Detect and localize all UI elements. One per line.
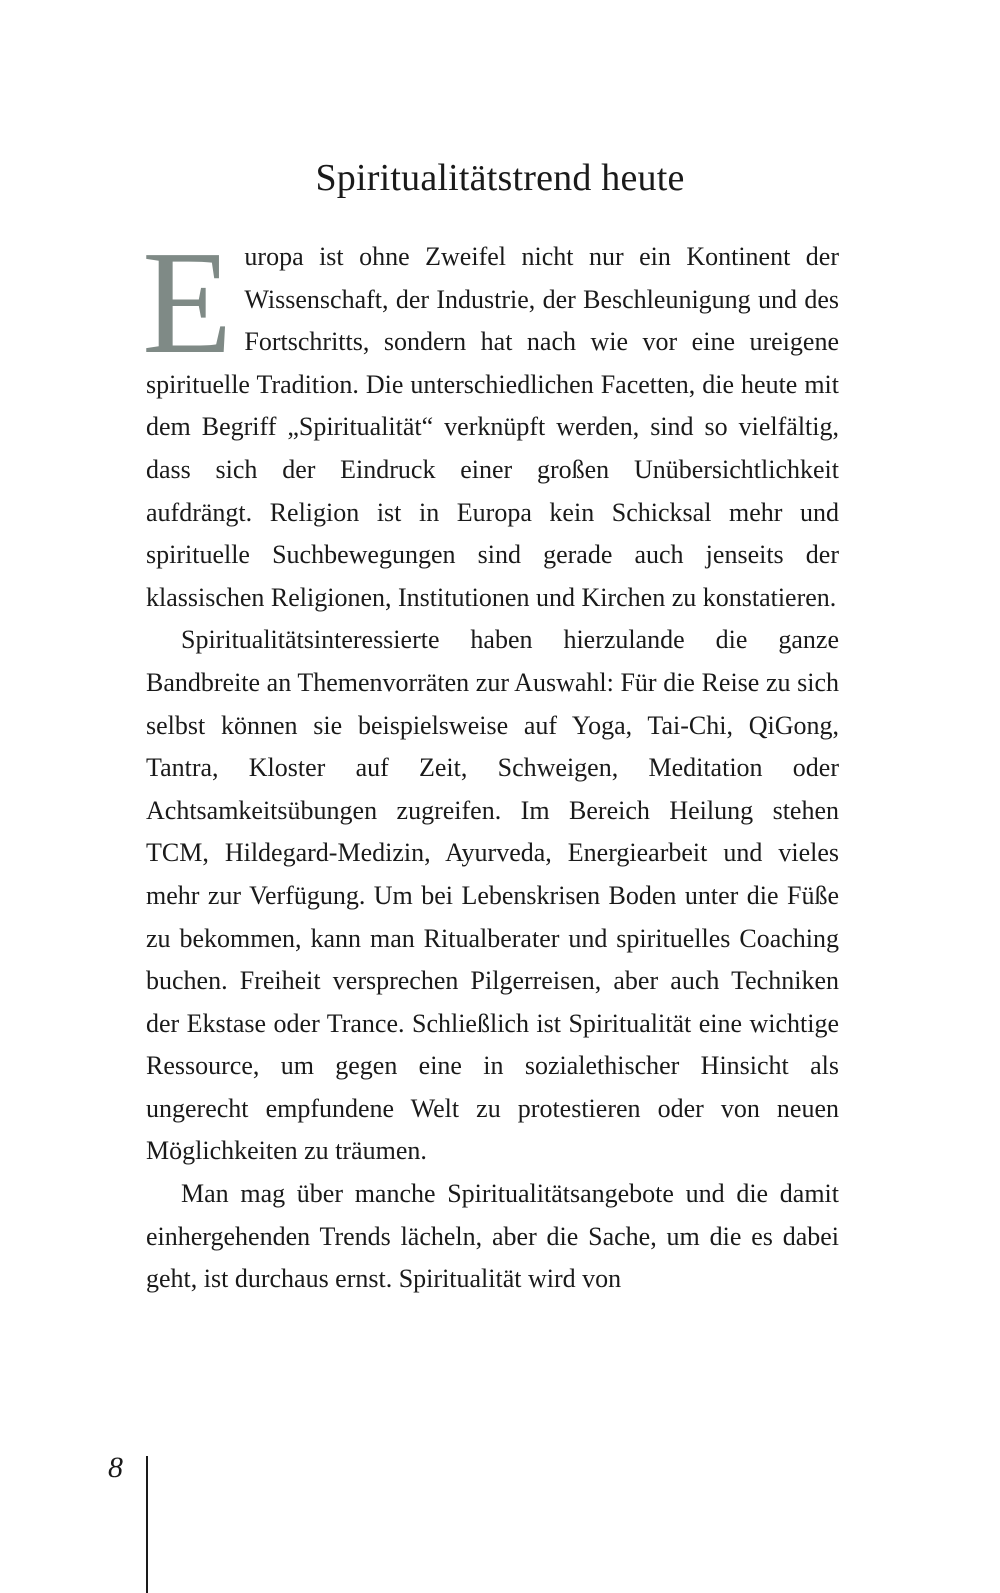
body-text — [142, 221, 839, 1301]
chapter-title: Spiritualitätstrend heute — [315, 157, 685, 199]
paragraph-2: Spiritualitätsinteressierte haben hierzulande die ganze Bandbreite an Themenvorräten zur Auswahl: Für die Reise zu sich selbst können sie beispielsweise auf Yoga, Tai-Chi, QiGong, Tantra, Kloster auf Zeit, Schweigen, Meditation oder Achtsamkeitsübungen zugreifen. Im Bereich Heilung stehen TCM, Hildegard-Medizin, Ayurveda, Energiearbeit und vieles mehr zur Verfügung. Um bei Lebenskrisen Boden unter die Füße zu bekommen, kann man Ritualberater und spirituelles Coaching buchen. Freiheit versprechen Pilgerreisen, aber auch Techniken der Ekstase oder Trance. Schließlich ist Spiritualität eine wichtige Ressource, um gegen eine in sozialethischer Hinsicht als ungerecht empfundene Welt zu protestieren oder von neuen Möglichkeiten zu träumen. — [146, 625, 839, 1166]
paragraph-3: Man mag über manche Spiritualitätsangebote und die damit einhergehenden Trends lächeln, aber die Sache, um die es dabei geht, ist durchaus ernst. Spiritualität wird von — [146, 1179, 839, 1294]
page-number: 8 — [108, 1451, 123, 1484]
paragraph-1-text: uropa ist ohne Zweifel nicht nur ein Kontinent der Wissenschaft, der Industrie, der Beschleunigung und des Fortschritts, sondern hat nach wie vor eine ureigene spirituelle Tradition. Die unterschiedlichen Facetten, die heute mit dem Begriff „Spiritualität“ verknüpft werden, sind so vielfältig, dass sich der Eindruck einer großen Unübersichtlichkeit aufdrängt. Religion ist in Europa kein Schicksal mehr und spirituelle Suchbewegungen sind gerade auch jenseits der klassischen Religionen, Institutionen und Kirchen zu konstatieren. — [146, 242, 839, 612]
dropcap-letter: E — [142, 221, 233, 385]
paragraph-1 — [142, 221, 839, 619]
folio-divider-line — [146, 1456, 148, 1593]
